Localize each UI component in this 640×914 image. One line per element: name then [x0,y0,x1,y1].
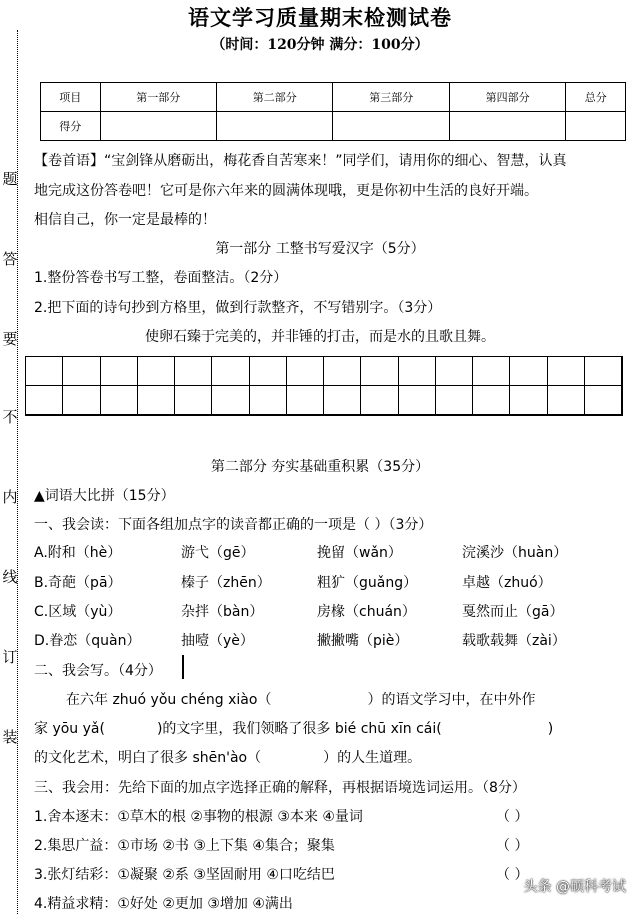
score-cell[interactable] [217,112,333,141]
fill-text: ) [547,721,554,737]
option-a-3: 挽留（wǎn） [317,545,402,561]
binding-char: 线 [2,568,18,586]
grid-cell[interactable] [250,357,287,386]
fill-line-1 [66,689,535,709]
grid-cell[interactable] [510,386,547,415]
grid-cell[interactable] [324,386,361,415]
option-c-3: 房椽（chuán） [317,604,416,620]
table-row-label: 得分 [41,112,101,141]
option-b-3: 粗犷（guǎng） [317,575,418,591]
binding-char: 不 [2,408,18,426]
score-cell[interactable] [100,112,216,141]
intro-line-1: 【卷首语】“宝剑锋从磨砺出，梅花香自苦寒来！”同学们，请用你的细心、智慧，认真 [34,153,567,169]
item-4-label: 4.精益求精：①好处 ②更加 ③增加 ④满出 [34,896,293,912]
binding-char: 装 [2,728,18,746]
grid-cell[interactable] [436,357,473,386]
grid-cell[interactable] [436,386,473,415]
option-b-2: 榛子（zhēn） [181,575,271,591]
part2-heading: 第二部分 夯实基础重积累（35分） [210,459,430,475]
grid-cell[interactable] [175,357,212,386]
grid-cell[interactable] [361,357,398,386]
table-row [41,112,626,141]
grid-cell[interactable] [250,386,287,415]
grid-cell[interactable] [26,357,63,386]
item-3-label: 3.张灯结彩：①凝聚 ②系 ③坚固耐用 ④口吃结巴 [34,867,335,883]
grid-cell[interactable] [473,386,510,415]
binding-char: 题 [2,170,18,188]
item-1-label: 1.舍本逐末：①草木的根 ②事物的根源 ③本来 ④量词 [34,809,363,825]
option-a-2: 游弋（gē） [181,545,255,561]
item-2-label: 2.集思广益：①市场 ②书 ③上下集 ④集合；聚集 [34,838,335,854]
option-a-4: 浣溪沙（huàn） [462,545,568,561]
part2-question-2: 二、我会写。（4分） [34,663,162,679]
table-header-cell: 第三部分 [333,83,449,112]
table-header-cell: 项目 [41,83,101,112]
grid-cell[interactable] [26,386,63,415]
score-cell[interactable] [333,112,449,141]
option-d-3: 撇撇嘴（piè） [317,633,409,649]
fill-line-3 [34,747,421,767]
grid-cell[interactable] [548,386,585,415]
option-d-2: 抽噎（yè） [181,633,254,649]
table-header-cell: 第一部分 [100,83,216,112]
item-2-blank[interactable]: （ ） [496,838,529,854]
fill-text: ）的人生道理。 [323,750,422,766]
option-c-2: 杂拌（bàn） [181,604,264,620]
item-1-blank[interactable]: （ ） [496,809,529,825]
binding-char: 内 [2,488,18,506]
option-c-1: C.区域（yù） [34,604,122,620]
grid-cell[interactable] [63,386,100,415]
intro-line-2: 地完成这份答卷吧！它可是你六年来的圆满体现哦，更是你初中生活的良好开端。 [34,183,538,199]
fill-text: 在六年 zhuó yǒu chéng xiào（ [66,692,272,708]
grid-cell[interactable] [585,357,622,386]
watermark: 头条 @硕科考试 [523,879,626,895]
option-c-4: 戛然而止（gā） [462,604,564,620]
grid-cell[interactable] [287,386,324,415]
option-a-1: A.附和（hè） [34,545,122,561]
part1-question-2: 2.把下面的诗句抄到方格里，做到行款整齐，不写错别字。（3分） [34,300,442,316]
grid-cell[interactable] [212,386,249,415]
option-b-4: 卓越（zhuó） [462,575,552,591]
grid-cell[interactable] [101,357,138,386]
item-3-blank[interactable]: （ ） [496,867,529,883]
binding-char: 订 [2,648,18,666]
grid-cell[interactable] [399,386,436,415]
fill-text: )的文字里，我们领略了很多 bié chū xīn cái( [156,721,442,737]
part2-question-1: 一、我会读：下面各组加点字的读音都正确的一项是（ ）（3分） [34,517,433,533]
grid-cell[interactable] [175,386,212,415]
page-title: 语文学习质量期末检测试卷 [188,5,452,30]
section-heading: ▲词语大比拼（15分） [34,488,175,504]
grid-cell[interactable] [63,357,100,386]
option-d-4: 载歌载舞（zài） [462,633,566,649]
score-cell[interactable] [449,112,565,141]
grid-cell[interactable] [585,386,622,415]
grid-cell[interactable] [548,357,585,386]
grid-cell[interactable] [324,357,361,386]
binding-char: 答 [2,250,18,268]
table-row [41,83,626,112]
part1-heading: 第一部分 工整书写爱汉字（5分） [215,241,425,257]
binding-char: 要 [2,330,18,348]
grid-cell[interactable] [287,357,324,386]
grid-cell[interactable] [399,357,436,386]
grid-cell[interactable] [361,386,398,415]
grid-cell[interactable] [510,357,547,386]
table-header-cell: 总分 [566,83,626,112]
intro-line-3: 相信自己，你一定是最棒的！ [34,212,216,228]
score-table [40,82,626,141]
grid-cell[interactable] [212,357,249,386]
writing-grid[interactable] [25,356,623,416]
part1-question-1: 1.整份答卷书写工整，卷面整洁。（2分） [34,270,288,286]
fill-text: 的文化艺术，明白了很多 shēn'ào（ [34,750,262,766]
page-subtitle: （时间：120分钟 满分：100分） [211,37,429,53]
grid-cell[interactable] [101,386,138,415]
score-cell[interactable] [566,112,626,141]
part2-question-3: 三、我会用：先给下面的加点字选择正确的解释，再根据语境选词运用。（8分） [34,780,526,796]
grid-cell[interactable] [138,357,175,386]
fill-text: ）的语文学习中，在中外作 [367,692,536,708]
grid-cell[interactable] [138,386,175,415]
poem-line: 使卵石臻于完美的，并非锤的打击，而是水的且歌且舞。 [145,329,495,345]
grid-cell[interactable] [473,357,510,386]
text-cursor [182,655,184,679]
table-header-cell: 第四部分 [449,83,565,112]
fill-line-2 [34,718,553,738]
option-b-1: B.奇葩（pā） [34,575,122,591]
option-d-1: D.眷恋（quàn） [34,633,141,649]
table-header-cell: 第二部分 [217,83,333,112]
fill-text: 家 yōu yǎ( [34,721,105,737]
